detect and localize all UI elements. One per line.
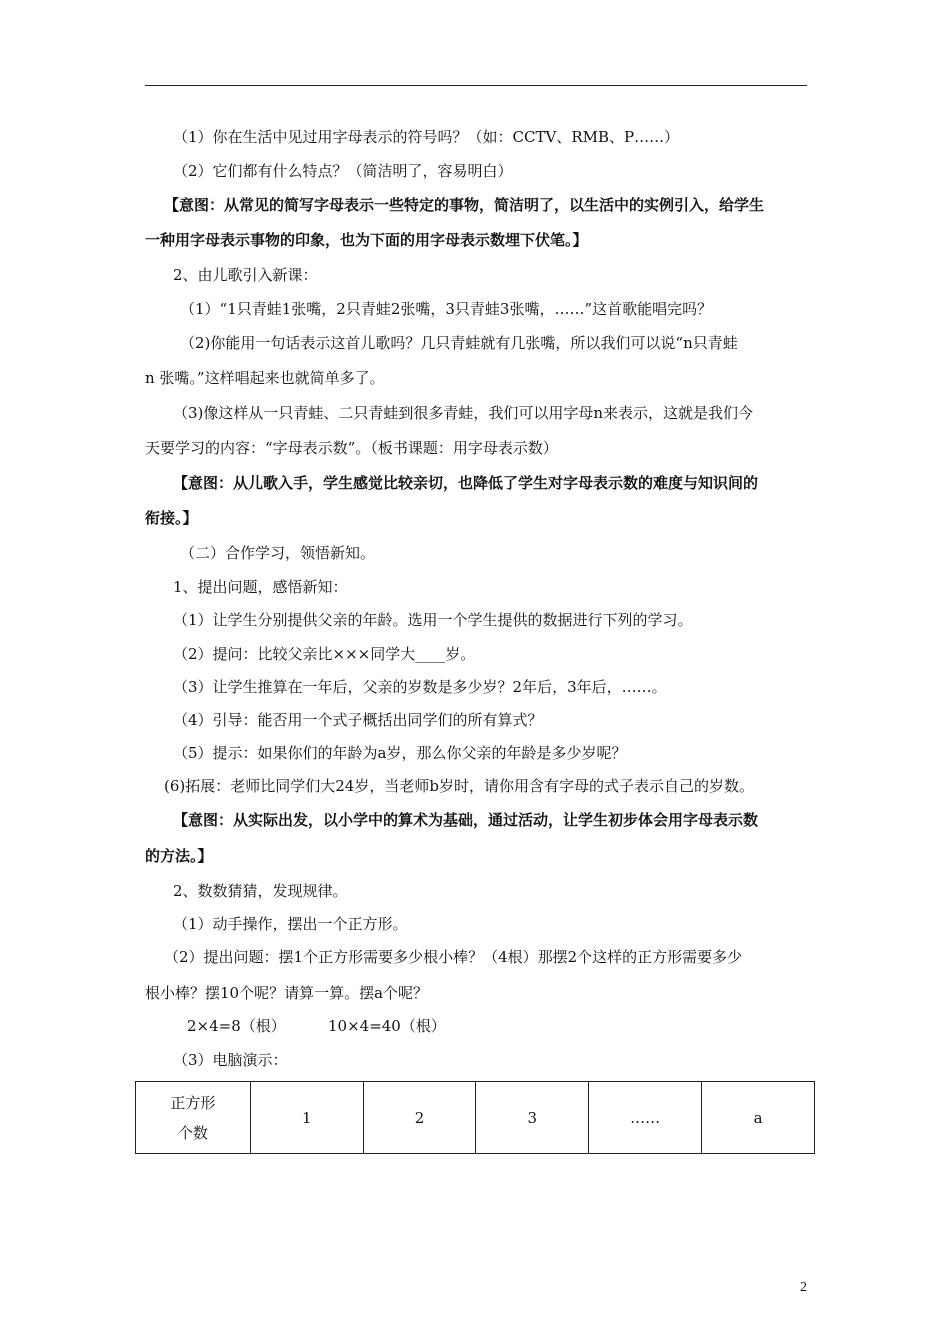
intent-note: 【意图：从实际出发，以小学中的算术为基础，通过活动，让学生初步体会用字母表示数: [173, 811, 759, 829]
table-cell: 1: [250, 1082, 363, 1154]
text-line: （4）引导：能否用一个式子概括出同学们的所有算式？: [173, 711, 543, 729]
intent-note: 【意图：从常见的简写字母表示一些特定的事物，简洁明了，以生活中的实例引入，给学生: [164, 196, 765, 214]
intent-note: 的方法。】: [145, 847, 213, 865]
intent-note: 一种用字母表示事物的印象，也为下面的用字母表示数埋下伏笔。】: [145, 231, 588, 249]
text-line: （1）你在生活中见过用字母表示的符号吗？（如：CCTV、RMB、P……）: [173, 128, 680, 146]
table-cell: 3: [476, 1082, 589, 1154]
table-cell: 2: [363, 1082, 476, 1154]
text-line: （1）动手操作，摆出一个正方形。: [173, 915, 408, 933]
intent-note: 衔接。】: [145, 509, 198, 527]
header-line: 正方形: [170, 1093, 216, 1112]
text-line: （3）电脑演示：: [173, 1051, 288, 1069]
text-line: （2）它们都有什么特点？（简洁明了，容易明白）: [173, 162, 513, 180]
section-heading: （二）合作学习，领悟新知。: [180, 544, 376, 562]
table-header-cell: [136, 1082, 251, 1154]
squares-table: [135, 1081, 815, 1154]
text-line: （5）提示：如果你们的年龄为a岁，那么你父亲的年龄是多少岁呢？: [173, 744, 627, 762]
text-line: （2)你能用一句话表示这首儿歌吗？几只青蛙就有几张嘴，所以我们可以说“n只青蛙: [180, 334, 738, 352]
table-cell: a: [702, 1082, 815, 1154]
text-line: （3）让学生推算在一年后，父亲的岁数是多少岁？2年后，3年后，……。: [173, 678, 667, 696]
text-line: 2、数数猜猜，发现规律。: [173, 882, 348, 900]
header-line: 个数: [177, 1123, 208, 1142]
text-line: （2）提出问题：摆1个正方形需要多少根小棒？（4根）那摆2个这样的正方形需要多少: [164, 948, 743, 966]
table-cell: ……: [589, 1082, 702, 1154]
header-rule: [145, 85, 807, 86]
table-row: [136, 1082, 815, 1154]
equation: 10×4=40（根）: [328, 1017, 446, 1035]
text-line: (6)拓展：老师比同学们大24岁，当老师b岁时，请你用含有字母的式子表示自己的岁数。: [164, 777, 754, 795]
text-line: 2、由儿歌引入新课：: [173, 266, 318, 284]
intent-note: 【意图：从儿歌入手，学生感觉比较亲切，也降低了学生对字母表示数的难度与知识间的: [173, 474, 759, 492]
equation: 2×4=8（根）: [187, 1017, 286, 1035]
text-line: （1）“1只青蛙1张嘴，2只青蛙2张嘴，3只青蛙3张嘴，……”这首歌能唱完吗？: [180, 300, 713, 318]
text-line: （3)像这样从一只青蛙、二只青蛙到很多青蛙，我们可以用字母n来表示，这就是我们今: [173, 404, 754, 422]
text-line: 根小棒？摆10个呢？请算一算。摆a个呢？: [145, 984, 429, 1002]
text-line: 天要学习的内容：“字母表示数”。（板书课题：用字母表示数）: [145, 439, 558, 457]
text-line: n 张嘴。”这样唱起来也就简单多了。: [145, 369, 385, 387]
text-line: 1、提出问题，感悟新知：: [173, 578, 348, 596]
text-line: （2）提问：比较父亲比×××同学大____岁。: [173, 645, 476, 663]
text-line: （1）让学生分别提供父亲的年龄。选用一个学生提供的数据进行下列的学习。: [173, 611, 693, 629]
page-number: 2: [800, 1280, 807, 1295]
